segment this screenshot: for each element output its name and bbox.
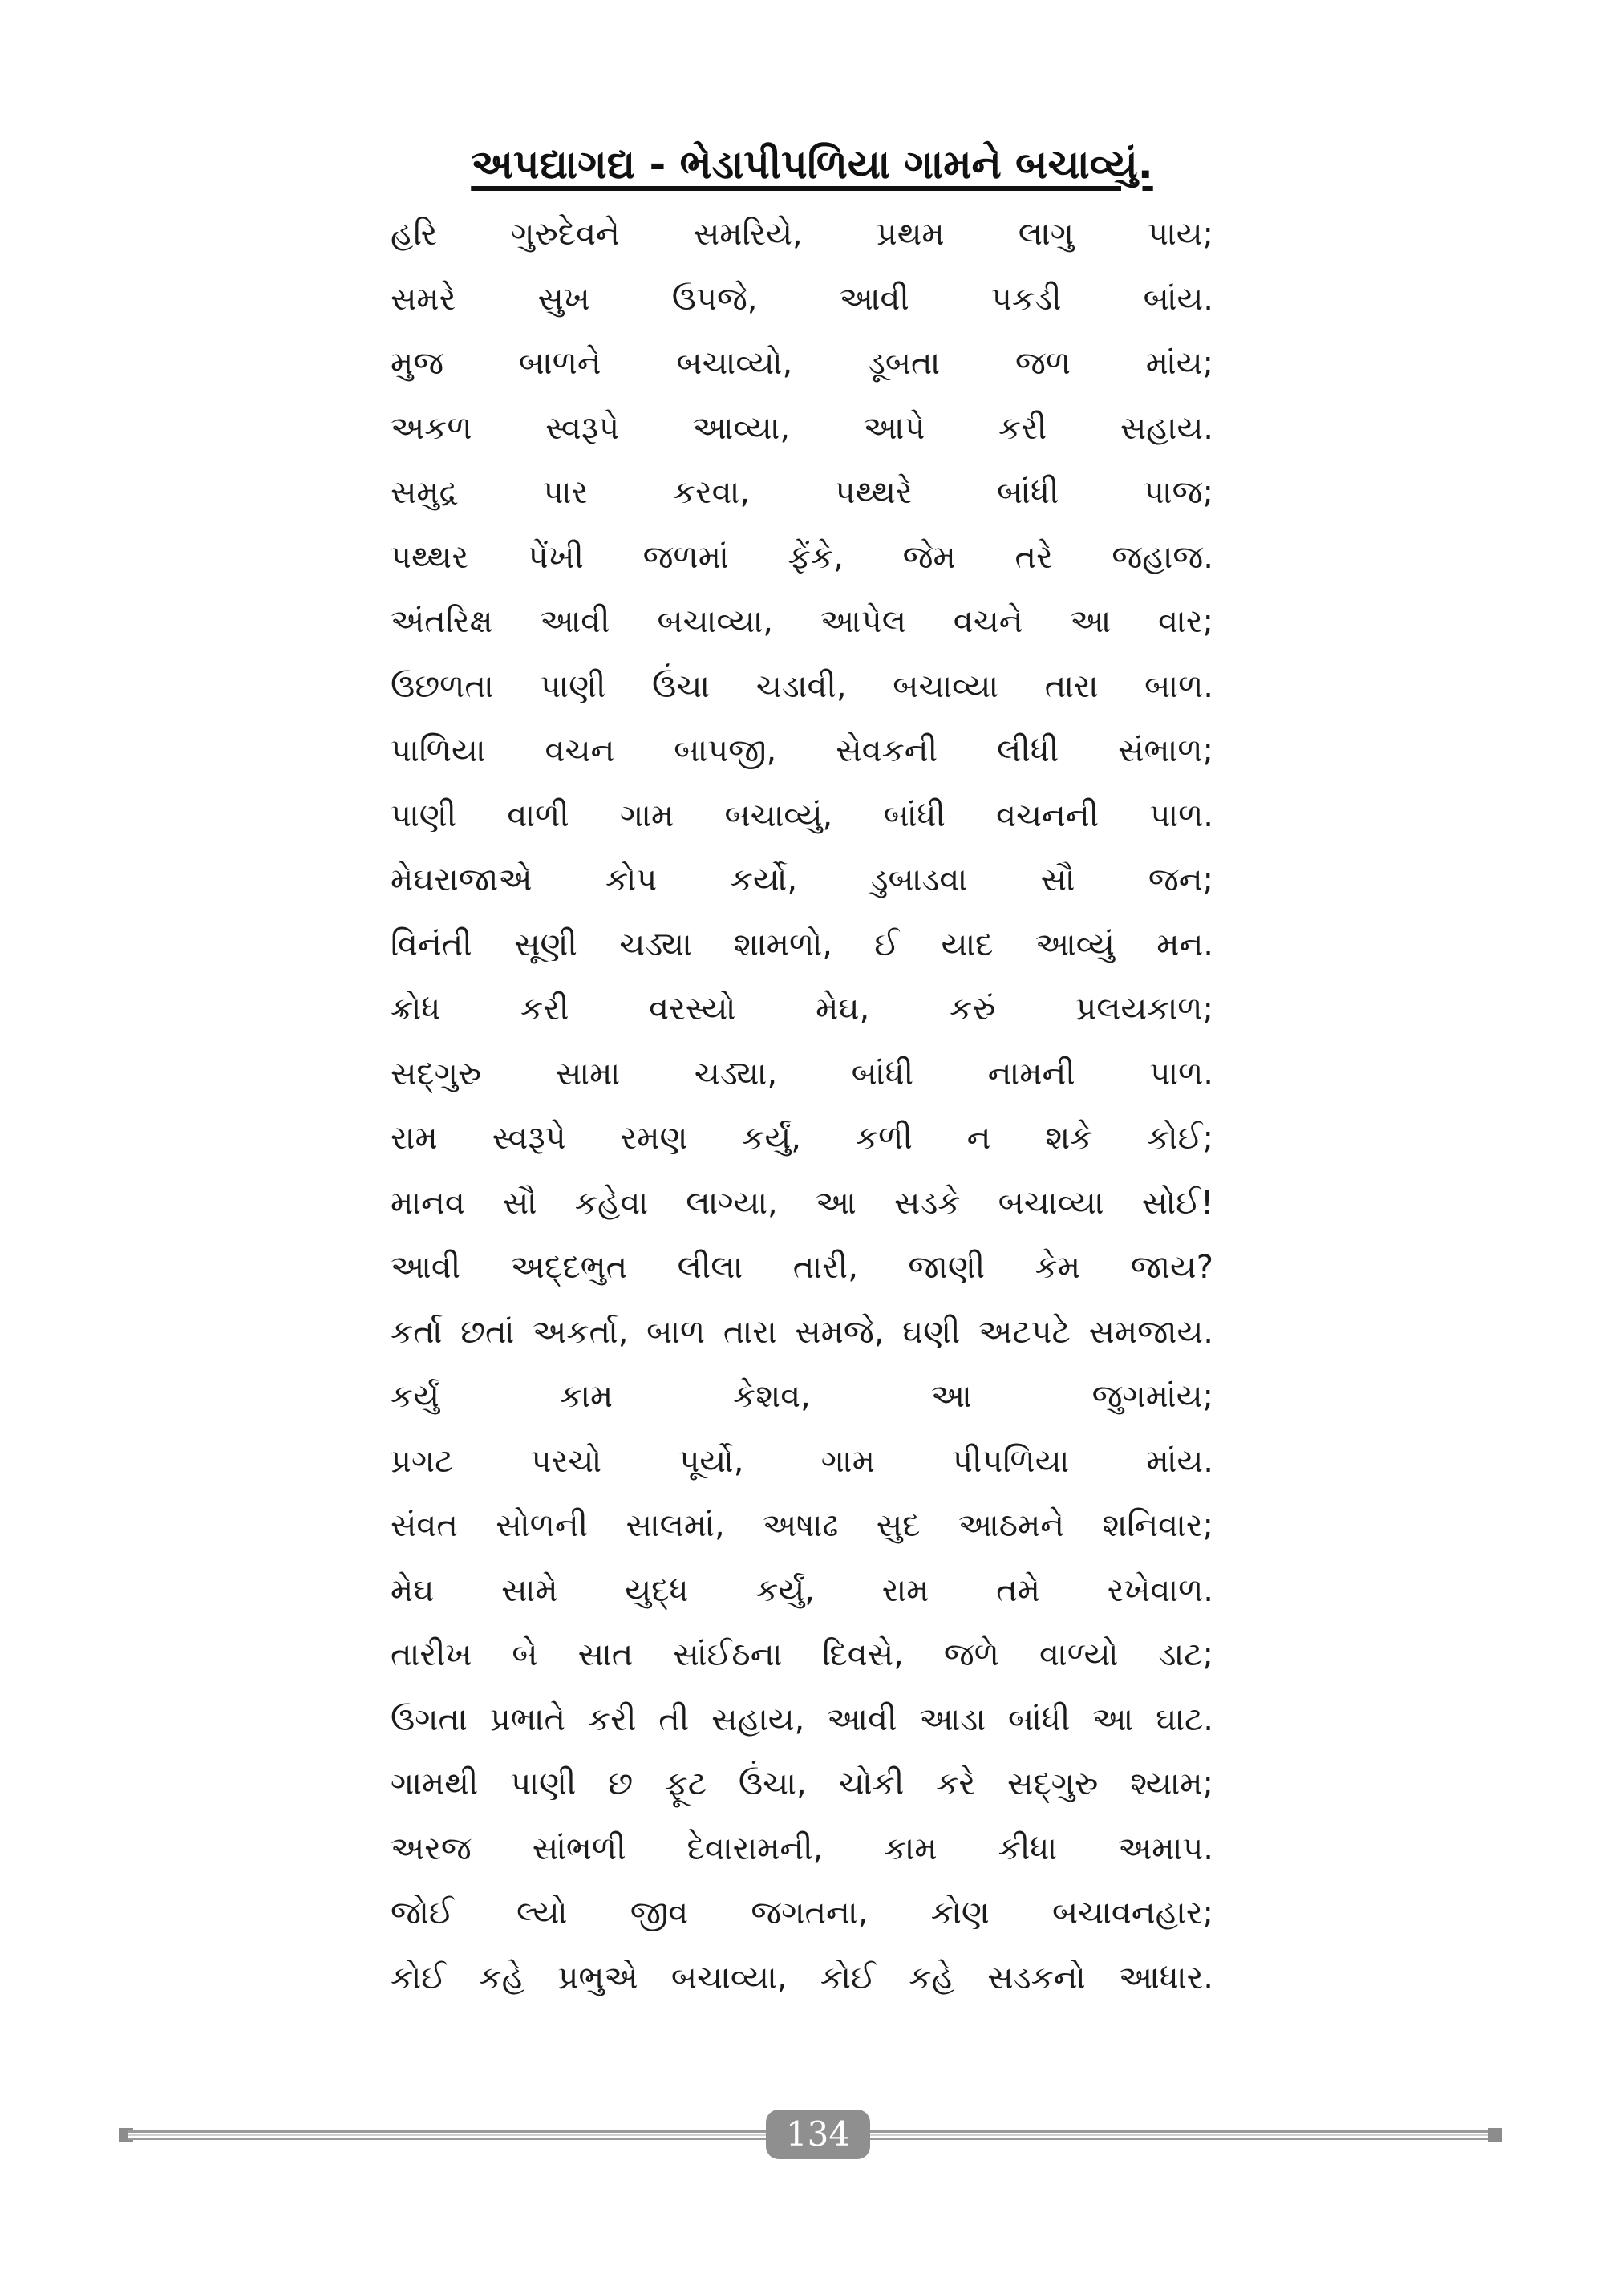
verse-line: આવી અદ્દભુત લીલા તારી, જાણી કેમ જાય? [391,1249,1213,1286]
verse-line: અકળ સ્વરૂપે આવ્યા, આપે કરી સહાય. [391,409,1213,447]
verse-line: મેઘરાજાએ કોપ કર્યો, ડુબાડવા સૌ જન; [391,861,1213,898]
verse-line: જોઈ લ્યો જીવ જગતના, કોણ બચાવનહાર; [391,1895,1213,1931]
verse-line: કર્યું કામ કેશવ, આ જુગમાંય; [391,1378,1213,1415]
verse-line: મેઘ સામે યુદ્ધ કર્યું, રામ તમે રખેવાળ. [391,1571,1213,1609]
verse-line: કર્તા છતાં અકર્તા, બાળ તારા સમજે, ઘણી અટપટે સમજાય. [391,1313,1213,1351]
verse-line: માનવ સૌ કહેવા લાગ્યા, આ સડકે બચાવ્યા સોઈ! [391,1184,1213,1222]
page-title [0,136,1624,193]
verse-line: ઉછળતા પાણી ઉંચા ચડાવી, બચાવ્યા તારા બાળ. [391,667,1213,705]
verse-line: રામ સ્વરૂપે રમણ કર્યું, કળી ન શકે કોઈ; [391,1120,1213,1157]
verse-line: કોઈ કહે પ્રભુએ બચાવ્યા, કોઈ કહે સડકનો આધાર. [391,1959,1213,1996]
verse-line: ગામથી પાણી છ ફૂટ ઉંચા, ચોકી કરે સદ્ગુરુ શ્યામ; [391,1765,1213,1802]
page-title-text: અપદ્યાગદ્ય - ભેડાપીપળિયા ગામને બચાવ્યું. [471,141,1153,188]
verse-line: ક્રોધ કરી વરસ્યો મેઘ, કરું પ્રલયકાળ; [391,991,1213,1027]
verse-line: હરિ ગુરુદેવને સમરિયે, પ્રથમ લાગુ પાય; [391,216,1213,253]
verse-line: પાળિયા વચન બાપજી, સેવકની લીધી સંભાળ; [391,732,1213,769]
verse-line: અરજ સાંભળી દેવારામની, કામ કીધા અમાપ. [391,1830,1213,1867]
footer-rule-right [870,2130,1492,2140]
verse-line: પ્રગટ પરચો પૂર્યો, ગામ પીપળિયા માંય. [391,1442,1213,1480]
verse-line: ઉગતા પ્રભાતે કરી તી સહાય, આવી આડા બાંધી આ ઘાટ. [391,1700,1213,1738]
verse-line: સંવત સોળની સાલમાં, અષાઢ સુદ આઠમને શનિવાર; [391,1507,1213,1544]
verse-line: સમરે સુખ ઉપજે, આવી પકડી બાંય. [391,280,1213,318]
footer-rule-end-right [1488,2128,1502,2142]
page-number: 134 [766,2110,870,2159]
verse-line: સમુદ્ર પાર કરવા, પથ્થરે બાંધી પાજ; [391,474,1213,511]
footer-rule-left [128,2130,766,2140]
verse-line: મુજ બાળને બચાવ્યો, ડૂબતા જળ માંય; [391,345,1213,382]
verse-block [391,202,1213,2010]
verse-line: વિનંતી સૂણી ચડ્યા શામળો, ઈ યાદ આવ્યું મન. [391,926,1213,963]
verse-line: પથ્થર પેંખી જળમાં ફેંકે, જેમ તરે જહાજ. [391,538,1213,576]
verse-line: સદ્ગુરુ સામા ચડ્યા, બાંધી નામની પાળ. [391,1055,1213,1092]
verse-line: અંતરિક્ષ આવી બચાવ્યા, આપેલ વચને આ વાર; [391,603,1213,640]
page-footer [119,2110,1502,2158]
verse-line: પાણી વાળી ગામ બચાવ્યું, બાંધી વચનની પાળ. [391,796,1213,834]
verse-line: તારીખ બે સાત સાંઈઠના દિવસે, જળે વાળ્યો ડાટ; [391,1636,1213,1673]
